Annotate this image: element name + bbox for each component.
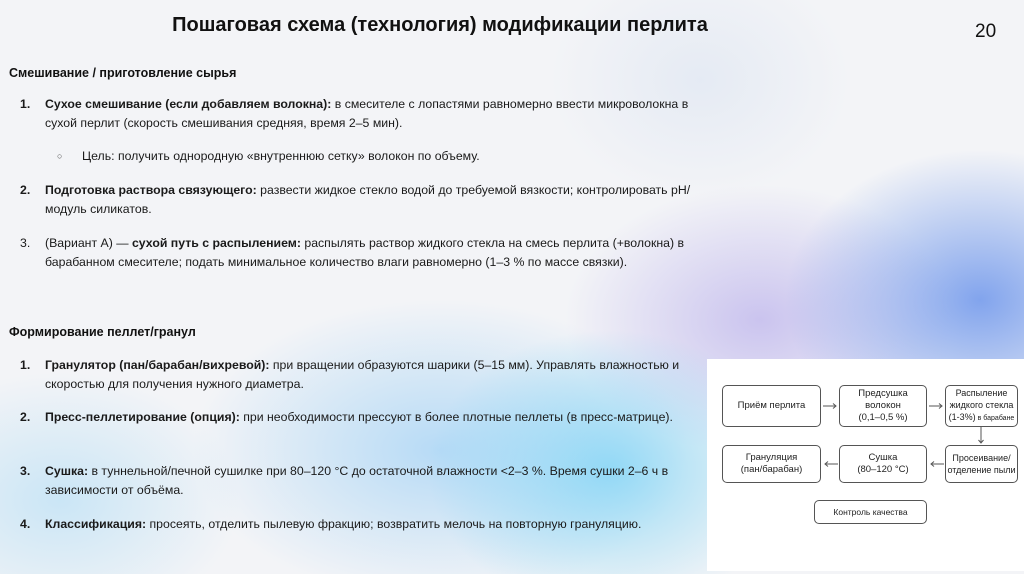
item-number: 2. — [20, 183, 31, 197]
list-item — [20, 515, 710, 534]
diagram-box-granulate — [722, 445, 821, 483]
box-label-line: (пан/барабан) — [740, 464, 803, 475]
page-number: 20 — [975, 21, 997, 42]
item-number: 2. — [20, 410, 31, 424]
diagram-box-sieve — [945, 445, 1018, 483]
item-bold-label: сухой путь с распылением: — [131, 236, 301, 250]
process-flow-diagram — [707, 359, 1024, 571]
box-label-line: Просеивание/ — [952, 453, 1011, 463]
box-label-line: Сушка — [868, 452, 898, 463]
diagram-box-predry — [839, 385, 927, 427]
item-prefix: (Вариант А) — — [45, 236, 132, 250]
box-label-small: в барабане — [975, 415, 1015, 422]
arrow-down-icon — [977, 427, 985, 445]
section-heading-forming: Формирование пеллет/гранул — [9, 325, 196, 339]
box-label: Приём перлита — [737, 400, 806, 411]
diagram-box-receive — [722, 385, 821, 427]
arrow-left-icon — [822, 460, 839, 468]
item-text: при необходимости прессуют в более плотные пеллеты (в пресс-матрице). — [239, 410, 673, 424]
box-label-line: Предсушка — [858, 388, 908, 399]
sub-item-text: Цель: получить однородную «внутреннюю сетку» волокон по объему. — [82, 149, 480, 163]
list-item — [20, 408, 710, 427]
section-heading-mixing: Смешивание / приготовление сырья — [9, 66, 237, 80]
arrow-right-icon — [928, 402, 945, 410]
box-label-line: Грануляция — [745, 452, 798, 463]
diagram-box-spray — [945, 385, 1018, 427]
item-bold-label: Классификация: — [45, 517, 147, 531]
box-label-line: Распыление — [955, 388, 1008, 398]
item-bold-label: Подготовка раствора связующего: — [45, 183, 257, 197]
box-label-line: (0,1–0,5 %) — [858, 412, 908, 423]
sub-list-item — [57, 147, 480, 166]
item-bold-label: Сушка: — [45, 464, 89, 478]
item-bold-label: Пресс-пеллетирование (опция): — [45, 410, 240, 424]
item-text: просеять, отделить пылевую фракцию; возвратить мелочь на повторную грануляцию. — [146, 517, 642, 531]
slide-title: Пошаговая схема (технология) модификации перлита — [172, 14, 708, 36]
arrow-right-icon — [822, 402, 839, 410]
item-text: при вращении образуются шарики (5–15 мм). Управлять влажностью и скоростью для получения нужного диаметра. — [45, 358, 680, 391]
list-item — [20, 356, 710, 394]
diagram-box-quality-control — [814, 500, 927, 524]
item-text: развести жидкое стекло водой до требуемой вязкости; контролировать pH/модуль силикатов. — [45, 183, 691, 216]
item-number: 1. — [20, 358, 31, 372]
arrow-left-icon — [928, 460, 945, 468]
box-label-line: (1-3%) — [948, 412, 976, 422]
list-item — [20, 95, 710, 133]
box-label-line: отделение пыли — [947, 465, 1016, 475]
item-number: 3. — [20, 464, 31, 478]
item-text: в туннельной/печной сушилке при 80–120 °С до остаточной влажности <2–3 %. Время сушки 2–6 ч в зависимости от объёма. — [45, 464, 669, 497]
item-bold-label: Сухое смешивание (если добавляем волокна): — [45, 97, 332, 111]
circle-bullet-icon: ○ — [57, 151, 63, 161]
list-item — [20, 462, 710, 500]
item-bold-label: Гранулятор (пан/барабан/вихревой): — [45, 358, 270, 372]
item-text: в смесителе с лопастями равномерно ввести микроволокна в сухой перлит (скорость смешивания средняя, время 2–5 мин). — [45, 97, 689, 130]
box-label: Контроль качества — [833, 507, 908, 517]
box-label-line: волокон — [865, 400, 901, 411]
box-label-line: жидкого стекла — [949, 400, 1014, 410]
list-item — [20, 234, 710, 272]
list-item — [20, 181, 710, 219]
item-number: 3. — [20, 236, 31, 250]
box-label-line: (80–120 °С) — [857, 464, 909, 475]
item-number: 1. — [20, 97, 31, 111]
item-text: распылять раствор жидкого стекла на смесь перлита (+волокна) в барабанном смесителе; подать минимальное количество влаги равномерно (1–3 % по массе связки). — [45, 236, 685, 269]
item-number: 4. — [20, 517, 31, 531]
diagram-box-dry — [839, 445, 927, 483]
